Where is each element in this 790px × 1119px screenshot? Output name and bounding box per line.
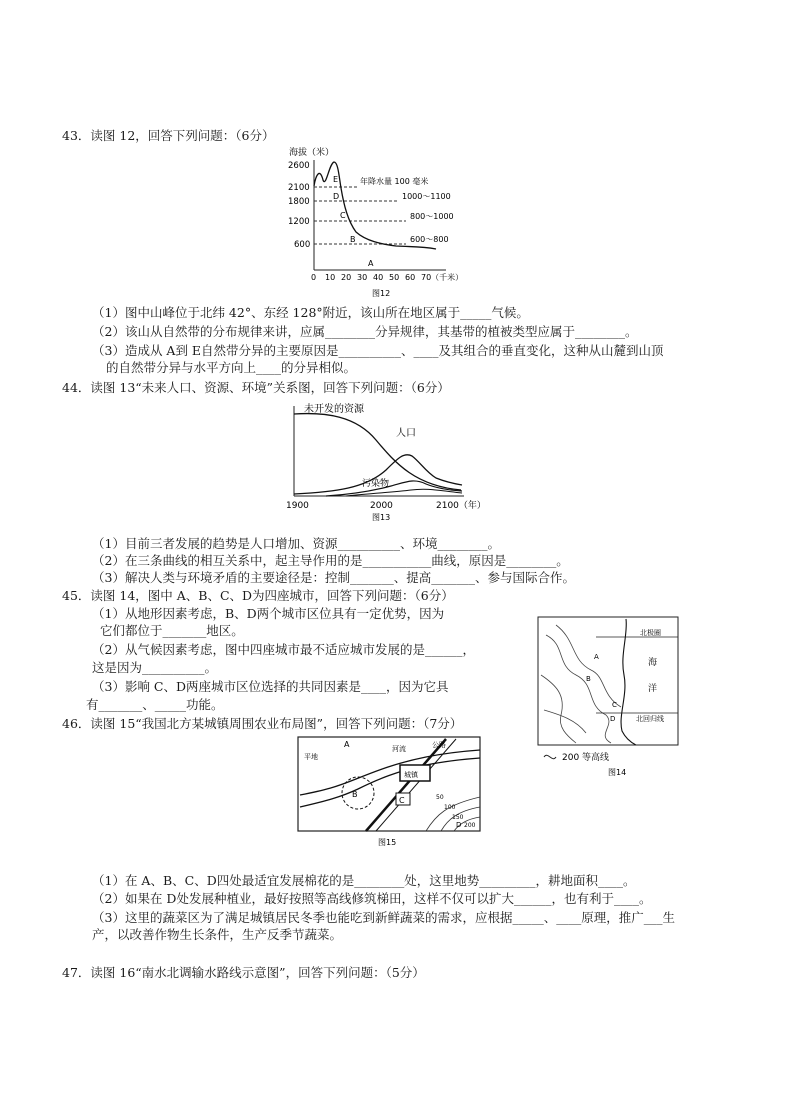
fig12-xtick: 10 (325, 273, 336, 282)
fig15-label-a: A (344, 740, 350, 749)
figure-15 (296, 735, 484, 849)
fig14-city-a: A (594, 653, 599, 661)
fig15-contour: 50 (436, 794, 444, 801)
fig15-caption: 图15 (378, 838, 397, 847)
fig13-xtick: 1900 (286, 501, 309, 511)
fig12-ytick: 2600 (288, 161, 310, 171)
q44-sub3: （3）解决人类与环境矛盾的主要途径是：控制_______、提高_______、参与国际合作。 (92, 570, 575, 585)
curve-label-population: 人口 (396, 428, 416, 439)
fig14-city-d: D (610, 715, 616, 723)
fig12-rain-range: 1000～1100 (402, 192, 451, 201)
fig12-ylabel: 海拔（米） (289, 148, 335, 158)
fig12-zone-label: E (333, 175, 339, 184)
q45-heading: 45．读图 14，图中 A、B、C、D为四座城市，回答下列问题：（6分） (62, 588, 454, 603)
figure-13 (286, 400, 496, 520)
fig14-label: 海 (648, 658, 658, 668)
fig15-contour: 150 (452, 814, 464, 821)
q44-sub2: （2）在三条曲线的相互关系中，起主导作用的是___________曲线，原因是________。 (92, 553, 569, 568)
fig15-label: 公路 (432, 741, 446, 749)
fig14-label: 北极圈 (640, 629, 661, 637)
fig12-xtick: 40 (373, 273, 384, 282)
fig15-contour: 100 (444, 804, 456, 811)
fig14-caption: 图14 (608, 768, 627, 777)
fig12-rain-header: 年降水量 100 毫米 (360, 177, 429, 186)
fig15-label-d: D (456, 821, 462, 829)
fig15-contour: 200 (464, 822, 476, 829)
fig14-city-c: C (612, 701, 617, 709)
fig13-xtick: 2100（年） (436, 501, 486, 511)
q45-sub2b: 这是因为__________。 (92, 660, 218, 675)
curve-label-resource: 未开发的资源 (304, 404, 364, 415)
fig14-legend: 200 等高线 (562, 753, 610, 763)
fig15-label: 河流 (392, 745, 406, 753)
figure-12 (286, 146, 476, 300)
fig12-zone-label: D (333, 192, 340, 201)
fig12-xtick: 20 (341, 273, 352, 282)
fig12-zone-label: B (350, 235, 356, 244)
q46-heading: 46．读图 15“我国北方某城镇周围农业布局图”，回答下列问题：（7分） (62, 716, 463, 731)
fig13-xtick: 2000 (370, 501, 393, 511)
q45-sub1a: （1）从地形因素考虑，B、D两个城市区位具有一定优势，因为 (92, 606, 445, 621)
q46-sub1: （1）在 A、B、C、D四处最适宜发展棉花的是________处，这里地势_________，耕地面积____。 (92, 873, 636, 888)
fig12-caption: 图12 (372, 289, 391, 298)
q43-sub3a: （3）造成从 A到 E自然带分异的主要原因是__________、____及其组合的垂直变化，这种从山麓到山顶 (92, 343, 664, 358)
fig12-ytick: 2100 (288, 183, 310, 193)
fig14-label: 北回归线 (636, 715, 664, 723)
fig12-xtick: 60 (405, 273, 416, 282)
pollution-curve-lower (346, 489, 462, 496)
q45-sub3b: 有_______、_____功能。 (86, 697, 224, 712)
fig12-xtick: 30 (357, 273, 368, 282)
q45-sub3a: （3）影响 C、D两座城市区位选择的共同因素是____，因为它具 (92, 679, 449, 694)
fig12-ytick: 600 (294, 240, 311, 250)
q46-sub3b: 产，以改善作物生长条件，生产反季节蔬菜。 (92, 927, 343, 942)
fig12-ytick: 1800 (288, 197, 310, 207)
q43-sub1: （1）图中山峰位于北纬 42°、东经 128°附近，该山所在地区属于_____气候。 (92, 305, 529, 320)
fig15-label: 城镇 (404, 771, 418, 779)
fig12-xtick: 50 (389, 273, 400, 282)
q43-sub2: （2）该山从自然带的分布规律来讲，应属________分异规律，其基带的植被类型应属于________。 (92, 324, 638, 339)
fig12-rain-range: 600～800 (410, 235, 449, 244)
q46-sub3a: （3）这里的蔬菜区为了满足城镇居民冬季也能吃到新鲜蔬菜的需求，应根据_____、____原理，推广___生 (92, 910, 675, 925)
fig15-label: 平地 (304, 753, 318, 761)
fig14-label: 洋 (648, 684, 658, 694)
fig12-zone-label: A (368, 259, 374, 268)
fig13-caption: 图13 (372, 513, 391, 522)
q45-sub2a: （2）从气候因素考虑，图中四座城市最不适应城市发展的是______， (92, 642, 475, 657)
fig12-ytick: 1200 (288, 217, 310, 227)
q46-sub2: （2）如果在 D处发展种植业，最好按照等高线修筑梯田，这样不仅可以扩大______，也有利于____。 (92, 891, 652, 906)
fig15-label-b: B (352, 790, 358, 799)
q44-heading: 44．读图 13“未来人口、资源、环境”关系图，回答下列问题：（6分） (62, 380, 450, 395)
fig12-zone-label: C (340, 211, 346, 220)
fig12-xtick: 0 (311, 273, 317, 282)
curve-label-pollution: 污染物 (362, 479, 390, 489)
q43-sub3b: 的自然带分异与水平方向上____的分异相似。 (106, 360, 357, 375)
fig12-xtick: 70（千米） (421, 273, 464, 282)
fig14-city-b: B (586, 675, 591, 683)
figure-14 (536, 615, 686, 777)
q44-sub1: （1）目前三者发展的趋势是人口增加、资源__________、环境________。 (92, 536, 500, 551)
q43-heading: 43．读图 12，回答下列问题：（6分） (62, 128, 275, 143)
fig12-rain-range: 800～1000 (410, 212, 454, 221)
q47-heading: 47．读图 16“南水北调输水路线示意图”，回答下列问题：（5分） (62, 965, 425, 980)
fig15-label-c: C (399, 796, 405, 805)
q45-sub1b: 它们都位于_______地区。 (100, 623, 244, 638)
